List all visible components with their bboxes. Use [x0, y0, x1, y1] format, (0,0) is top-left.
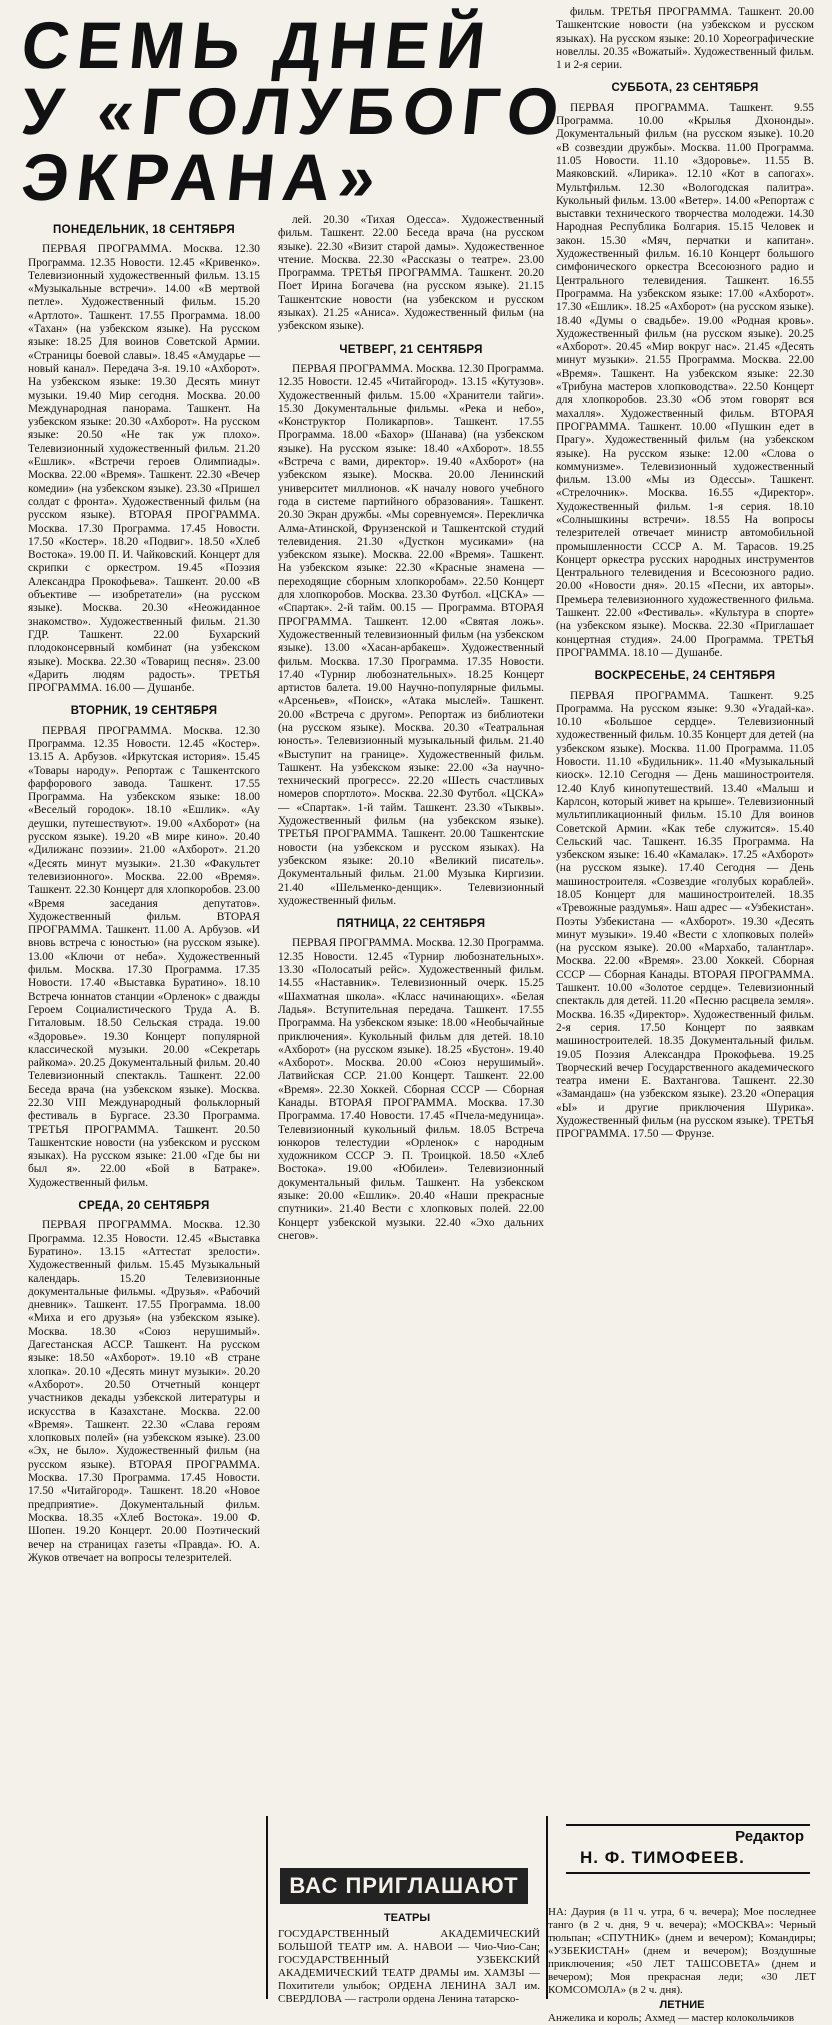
program-listing: ПЕРВАЯ ПРОГРАММА. Ташкент. 9.25 Программа. На русском языке: 9.30 «Угадай-ка». 10.10 «Большое сердце». Телевизионный художественный фильм. 10.35 Концерт для детей (на узбекском языке). Москва. 11.00 Программа. 11.05 Новости. 11.10 «Будильник». 11.40 «Музыкальный киоск». 12.10 Сегодня — День машиностроителя. 12.40 Клуб кинопутешествий. 13.40 «Малыш и Карлсон, который живет на крыше». Телевизионный мультипликационный фильм. 15.10 Для воинов Советской Армии. «Как тебе служится». 15.40 Сельский час. Ташкент. 16.35 Программа. На узбекском языке: 16.40 «Камалак». 17.25 «Ахборот» (на русском языке). 17.40 Сегодня — День машиностроителя. «Созвездие «голубых кораблей». 18.05 Концерт для машиностроителей. 18.35 «Тревожные раздумья». Наш адрес — «Узбекистан». Поэты Узбекистана — «Ахборот». 19.30 «Десять минут музыки». 19.40 «Вести с хлопковых полей» (на русском языке). 20.00 «Мархабо, талантлар». Москва. 22.00 «Время». 23.00 Хоккей. Сборная СССР — Сборная Канады. ВТОРАЯ ПРОГРАММА. Ташкент. 10.00 «Золотое сердце». Телевизионный спектакль для детей. 11.20 «Песню расцвела земля». Москва. 16.35 «Директор». Художественный фильм. 2-я серия. 17.50 Концерт по заявкам машиностроителей. 18.35 Документальный фильм. 19.05 Поэзия Александра Прокофьева. 19.25 Творческий вечер Государственного академического театра имени Е. Вахтангова. Ташкент. 22.30 «Замандаш» (на узбекском языке). 23.20 «Операция «Ы» и другие приключения Шурика». Художественный фильм (на русском языке). ТРЕТЬЯ ПРОГРАММА. 17.50 — Фрунзе. [556, 689, 814, 1141]
day-heading: ВТОРНИК, 19 СЕНТЯБРЯ [70, 705, 218, 718]
editor-role: Редактор [735, 1828, 804, 1845]
day-heading: СУББОТА, 23 СЕНТЯБРЯ [611, 82, 759, 95]
day-heading: ЧЕТВЕРГ, 21 СЕНТЯБРЯ [339, 343, 483, 356]
program-listing: фильм. ТРЕТЬЯ ПРОГРАММА. Ташкент. 20.00 Ташкентские новости (на узбекском и русском языках). На русском языке: 20.10 Хореографические новеллы. 20.35 «Вожатый». Художественный фильм. 1 и 2-я серии. [556, 6, 814, 72]
day-heading: ПЯТНИЦА, 22 СЕНТЯБРЯ [336, 918, 486, 931]
cinema-section-title: ЛЕТНИЕ [659, 1999, 705, 2011]
day-heading: ПОНЕДЕЛЬНИК, 18 СЕНТЯБРЯ [53, 224, 235, 236]
day-heading: ВОСКРЕСЕНЬЕ, 24 СЕНТЯБРЯ [594, 670, 776, 683]
cinema-listings [548, 1906, 816, 2025]
program-listing: ПЕРВАЯ ПРОГРАММА. Москва. 12.30 Программа. 12.35 Новости. 12.45 «Выставка Буратино». 13.15 «Аттестат зрелости». Художественный фильм. 15.45 Музыкальный календарь. 15.20 Телевизионные документальные фильмы. «Друзья». «Рабочий дневник». Ташкент. 17.55 Программа. 18.00 «Миха и его друзья» (на узбекском языке). Москва. 18.30 «Союз нерушимый». Дагестанская АССР. Ташкент. На русском языке: 18.50 «Ахборот». 19.10 «В стране хлопка». 20.10 «Десять минут музыки». 20.20 «Ахборот». 20.50 Отчетный концерт участников декады узбекской литературы и искусства в Казахстане. Москва. 22.00 «Время». Ташкент. 22.30 «Слава героям хлопковых полей» (на узбекском языке). 23.00 «Эх, не было». Художественный фильм (на русском языке). ВТОРАЯ ПРОГРАММА. Москва. 17.30 Программа. 17.45 Новости. 17.50 «Читайгород». Ташкент. 18.20 «Новое предприятие». Документальный фильм. Москва. 18.35 «Хлеб Востока». 19.00 Ф. Шопен. 19.20 Концерт. 20.00 Поэтический вечер на страницах газеты «Правда». Ю. А. Жуков отвечает на вопросы телезрителей. [28, 1219, 260, 1564]
invitation-body: ГОСУДАРСТВЕННЫЙ АКАДЕМИЧЕСКИЙ БОЛЬШОЙ ТЕАТР им. А. НАВОИ — Чио-Чио-Сан; ГОСУДАРСТВЕННЫЙ УЗБЕКСКИЙ АКАДЕМИЧЕСКИЙ ТЕАТР ДРАМЫ им. ХАМЗЫ — Похитители улыбок; ОРДЕНА ЛЕНИНА ЗАЛ им. СВЕРДЛОВА — гастроли ордена Ленина татарско- [278, 1928, 540, 2005]
program-listing: ПЕРВАЯ ПРОГРАММА. Москва. 12.30 Программа. 12.35 Новости. 12.45 «Кривенко». Телевизионный художественный фильм. 13.15 «Музыкальные встречи». 14.00 «В мертвой петле». Художественный фильм. 15.20 «Артлото». Ташкент. 17.55 Программа. 18.00 «Тахан» (на узбекском языке). На русском языке: 18.25 Для воинов Советской Армии. «Страницы боевой славы». 18.45 «Амударье — новый канал». Передача 3-я. 19.10 «Ахборот». На узбекском языке: 19.30 Десять минут музыки. 19.40 Мир сегодня. Москва. 20.00 Международная панорама. Ташкент. На узбекском языке: 20.30 «Ахборот». На русском языке: 20.50 «Не так уж плохо». Телевизионный художественный фильм. 21.20 «Ешлик». «Встречи героев Олимпиады». Москва. 22.00 «Время». Ташкент. 22.30 «Вечер комедии» (на узбекском языке). 23.30 «Пришел солдат с фронта». Художественный фильм (на русском языке). ВТОРАЯ ПРОГРАММА. Москва. 17.30 Программа. 17.45 Новости. 17.50 «Костер». 18.20 «Подвиг». 18.50 «Хлеб Востока». 19.00 П. И. Чайковский. Концерт для скрипки с оркестром. 19.45 «Поэзия Александра Прокофьева». Ташкент. 20.00 «В объективе — изобретатели» (на русском языке). Москва. 20.30 «Неожиданное знакомство». Художественный фильм. 21.30 ГДР. Ташкент. 22.00 Бухарский плодоконсервный комбинат (на узбекском языке). Москва. 22.30 «Товарищ песня». 23.00 «Дарить людям радость». ТРЕТЬЯ ПРОГРАММА. 16.00 — Душанбе. [28, 243, 260, 695]
program-listing: ПЕРВАЯ ПРОГРАММА. Москва. 12.30 Программа. 12.35 Новости. 12.45 «Читайгород». 13.15 «Кутузов». Художественный фильм. 15.00 «Хранители тайги». 15.30 Документальные фильмы. «Река и небо», «Конструктор Поликарпов». Ташкент. 17.55 Программа. 18.00 «Бахор» (Шанава) (на узбекском языке). На русском языке: 18.40 «Ахборот». 18.55 «Встреча с вами, директор». 19.40 «Ахборот» (на узбекском языке). Москва. 20.00 Ленинский университет миллионов. «К началу нового учебного года в системе партийного образования». Ташкент. 20.30 Экран дружбы. «Мы соревнуемся». Перекличка Алма-Атинской, Фрунзенской и Ташкентской студий телевидения. 21.30 «Дусткон мусиками» (на узбекском языке). Москва. 22.00 «Время». Ташкент. На узбекском языке: 22.30 «Красные знамена — переходящие сборным хлопкоробам». 22.50 Концерт для хлопкоробов. Москва. 23.30 Футбол. «ЦСКА» — «Спартак». 2-й тайм. 00.15 — Программа. ВТОРАЯ ПРОГРАММА. Ташкент. 12.00 «Святая ложь». Художественный телевизионный фильм (на узбекском языке). 13.00 «Хасан-арбакеш». Художественный фильм. Москва. 17.30 Программа. 17.35 Новости. 17.40 «Турнир любознательных». 18.25 Концерт артистов балета. 19.00 Научно-популярные фильмы. «Арсеньев», «Поиск», «Атака мыслей». Ташкент. 20.00 «Встреча с другом». Репортаж из библиотеки (на русском языке). Москва. 20.30 «Театральная юность». Телевизионный музыкальный фильм. 21.40 «Выступит на границе». Художественный фильм. Ташкент. На узбекском языке: 22.00 «За научно-технический прогресс». 22.20 «Шесть счастливых номеров спортлото». Москва. 22.30 Футбол. «ЦСКА» — «Спартак». 1-й тайм. Ташкент. 23.30 «Тыквы». Художественный фильм (на узбекском языке). ТРЕТЬЯ ПРОГРАММА. Ташкент. 20.00 Ташкентские новости (на узбекском и русском языках). На узбекском языке: 20.10 «Великий писатель». Документальный фильм. 21.00 Музыка Киргизии. 21.40 «Шельменко-денщик». Телевизионный художественный фильм. [278, 362, 545, 907]
invitation-section-title: ТЕАТРЫ [383, 1912, 431, 1924]
masthead-line-2: У «ГОЛУБОГО [18, 74, 571, 148]
day-heading: СРЕДА, 20 СЕНТЯБРЯ [78, 1200, 210, 1213]
invitation-box [272, 1868, 542, 2005]
program-listing: ПЕРВАЯ ПРОГРАММА. Ташкент. 9.55 Программа. 10.00 «Крылья Дхононды». Документальный фильм (на русском языке). 10.20 «В созвездии дружбы». Москва. 11.00 Программа. 11.05 Новости. 11.10 «Здоровье». 11.55 В. Маяковский. «Лирика». 12.10 «Кот в сапогах». Мультфильм. 12.30 «Вологодская палитра». Кукольный фильм. 13.00 «Ветер». 14.00 «Репортаж с выставки технического творчества молодежи. 14.30 Народная Республика Болгария. 15.15 Человек и закон. 15.30 «Мяч, перчатки и капитан». Художественный фильм. 16.10 Концерт большого симфонического оркестра Всесоюзного радио и Центрального телевидения. Ташкент. 16.55 Программа. На узбекском языке: 17.00 «Ахборот». 17.30 «Ешлик». 18.25 «Ахборот» (на русском языке). 18.40 «Думы о свадьбе». 19.00 «Родная кровь». Художественный фильм (на русском языке). 20.25 «Ахборот». 20.45 «Мир вокруг нас». 21.45 «Десять минут музыки». 21.55 Программа. Москва. 22.00 «Время». Ташкент. На узбекском языке: 22.30 «Трибуна мастеров хлопководства». 22.50 Концерт для хлопкоробов. 23.30 «Об этом говорят вся махалля». Художественный фильм. ВТОРАЯ ПРОГРАММА. Ташкент. 10.00 «Пушкин едет в Прагу». Художественный фильм (на узбекском языке). На русском языке: 12.00 «Слова о коммунизме». Телевизионный художественный фильм. 13.00 «Мы из Одессы». Ташкент. «Стрелочник». Москва. 16.55 «Директор». Художественный фильм. 1-я серия. 18.10 «Солнышкины встречи». 18.55 На вопросы телезрителей отвечает министр автомобильной промышленности СССР А. М. Тарасов. 19.25 Концерт оркестра русских народных инструментов Центрального телевидения и Всесоюзного радио. 20.00 «Новости дня». 20.15 «Песни, их авторы». Премьера телевизионного художественного фильма. Ташкент. 22.00 «Фестиваль». «Культура в спорте» (на узбекском языке). Москва. 22.30 «Приглашает концертная студия». 24.00 Программа. ТРЕТЬЯ ПРОГРАММА. 18.10 — Душанбе. [556, 101, 814, 659]
program-listing: ПЕРВАЯ ПРОГРАММА. Москва. 12.30 Программа. 12.35 Новости. 12.45 «Турнир любознательных». 13.30 «Полосатый рейс». Художественный фильм. 14.55 «Наставник». Телевизионный очерк. 15.25 «Шахматная школа». «Класс начинающих». «Белая Ладья». Вступительная передача. Ташкент. 17.55 Программа. На узбекском языке: 18.00 «Необычайные приключения». Кукольный фильм для детей. 18.10 «Ахборот» (на русском языке). 18.25 «Бустон». 19.40 «Ахборот». Москва. 20.00 «Союз нерушимый». Латвийская ССР. 21.00 Концерт. Ташкент. 22.00 «Время». 22.30 Хоккей. Сборная СССР — Сборная Канады. ВТОРАЯ ПРОГРАММА. Москва. 17.30 Программа. 17.40 Новости. 17.45 «Пчела-медуница». Телевизионный кукольный фильм. 18.05 Встреча юнкоров телестудии «Орленок» с народным художником СССР Э. П. Троицкой. 18.50 «Хлеб Востока». 19.00 «Юбилеи». Телевизионный документальный фильм. Ташкент. На узбекском языке: 20.00 «Ешлик». 20.40 «Наши прекрасные спутники». 21.40 Вести с хлопковых полей. 22.00 Концерт узбекской музыки. 22.40 «Эхо дальних снегов». [278, 937, 545, 1242]
column-2 [278, 214, 544, 1243]
program-listing: ПЕРВАЯ ПРОГРАММА. Москва. 12.30 Программа. 12.35 Новости. 12.45 «Костер». 13.15 А. Арбузов. «Иркутская история». 15.45 «Товары народу». Репортаж с Ташкентского фарфорового завода. Ташкент. 17.55 Программа. На узбекском языке: 18.00 «Веселый городок». 18.10 «Ешлик». «Ау деушки, путешествуют». 19.00 «Ахборот» (на русском языке). 19.20 «В мире кино». 20.40 «Дилижанс поэзии». 21.00 «Ахборот». 21.20 «Десять минут музыки». 21.30 «Факультет телевизионного». Москва. 22.00 «Время». Ташкент. 22.30 Концерт для хлопкоробов. 23.00 «Время заседания депутатов». Художественный фильм. ВТОРАЯ ПРОГРАММА. Ташкент. 11.00 А. Арбузов. «И вновь встреча с юностью» (на русском языке). 13.00 «Ключи от неба». Художественный фильм. Москва. 17.30 Программа. 17.35 Новости. 17.40 «Выставка Буратино». 18.10 Встреча юннатов станции «Орленок» с дважды Героем Социалистического Труда А. В. Гиталовым. 18.50 Сельская страда. 19.00 «Здоровье». 19.30 Концерт популярной классической музыки. 20.00 «Секретарь райкома». 20.25 Документальный фильм. 20.40 Телевизионный спектакль. Ташкент. 22.00 Беседа врача (на узбекском языке). Москва. 22.30 VIII Международный фольклорный фестиваль в Бургасе. 23.30 Программа. ТРЕТЬЯ ПРОГРАММА. Ташкент. 20.50 Ташкентские новости (на узбекском и русском языках). На русском языке: 21.00 «Где бы ни был я». 22.00 «Бой в Батраке». Художественный фильм. [28, 724, 260, 1189]
program-listing: лей. 20.30 «Тихая Одесса». Художественный фильм. Ташкент. 22.00 Беседа врача (на русском языке). 22.30 «Визит старой дамы». Художественное чтение. Москва. 22.30 «Рассказы о театре». 23.00 Программа. ТРЕТЬЯ ПРОГРАММА. Ташкент. 20.20 Поет Ирина Богачева (на русском языке). 21.15 Ташкентские новости (на узбекском и русском языках). 21.25 «Аниса». Художественный фильм (на узбекском языке). [278, 214, 544, 333]
column-divider [266, 1816, 268, 1999]
cinema-tail: Анжелика и король; Ахмед — мастер колокольчиков [548, 2012, 795, 2024]
masthead [18, 8, 571, 214]
column-1 [28, 214, 260, 1565]
cinema-text: НА: Даурия (в 11 ч. утра, 6 ч. вечера); Мое последнее танго (в 2 ч. дня, 9 ч. вечера); «МОСКВА»: Черный тюльпан; «СПУТНИК» (днем и вечером); Командиры; «УЗБЕКИСТАН» (днем и вечером); Воздушные приключения; «50 ЛЕТ ТАШСОВЕТА» (днем и вечером); Моя прекрасная леди; «30 ЛЕТ КОМСОМОЛА» (в 2 ч. дня). [548, 1906, 816, 1996]
editor-name: Н. Ф. ТИМОФЕЕВ. [580, 1848, 745, 1867]
masthead-line-1: СЕМЬ ДНЕЙ [18, 8, 497, 82]
masthead-line-3: ЭКРАНА» [18, 140, 388, 214]
invitation-banner: ВАС ПРИГЛАШАЮТ [280, 1868, 528, 1904]
column-3 [556, 6, 814, 1142]
editor-credit [566, 1824, 810, 1874]
